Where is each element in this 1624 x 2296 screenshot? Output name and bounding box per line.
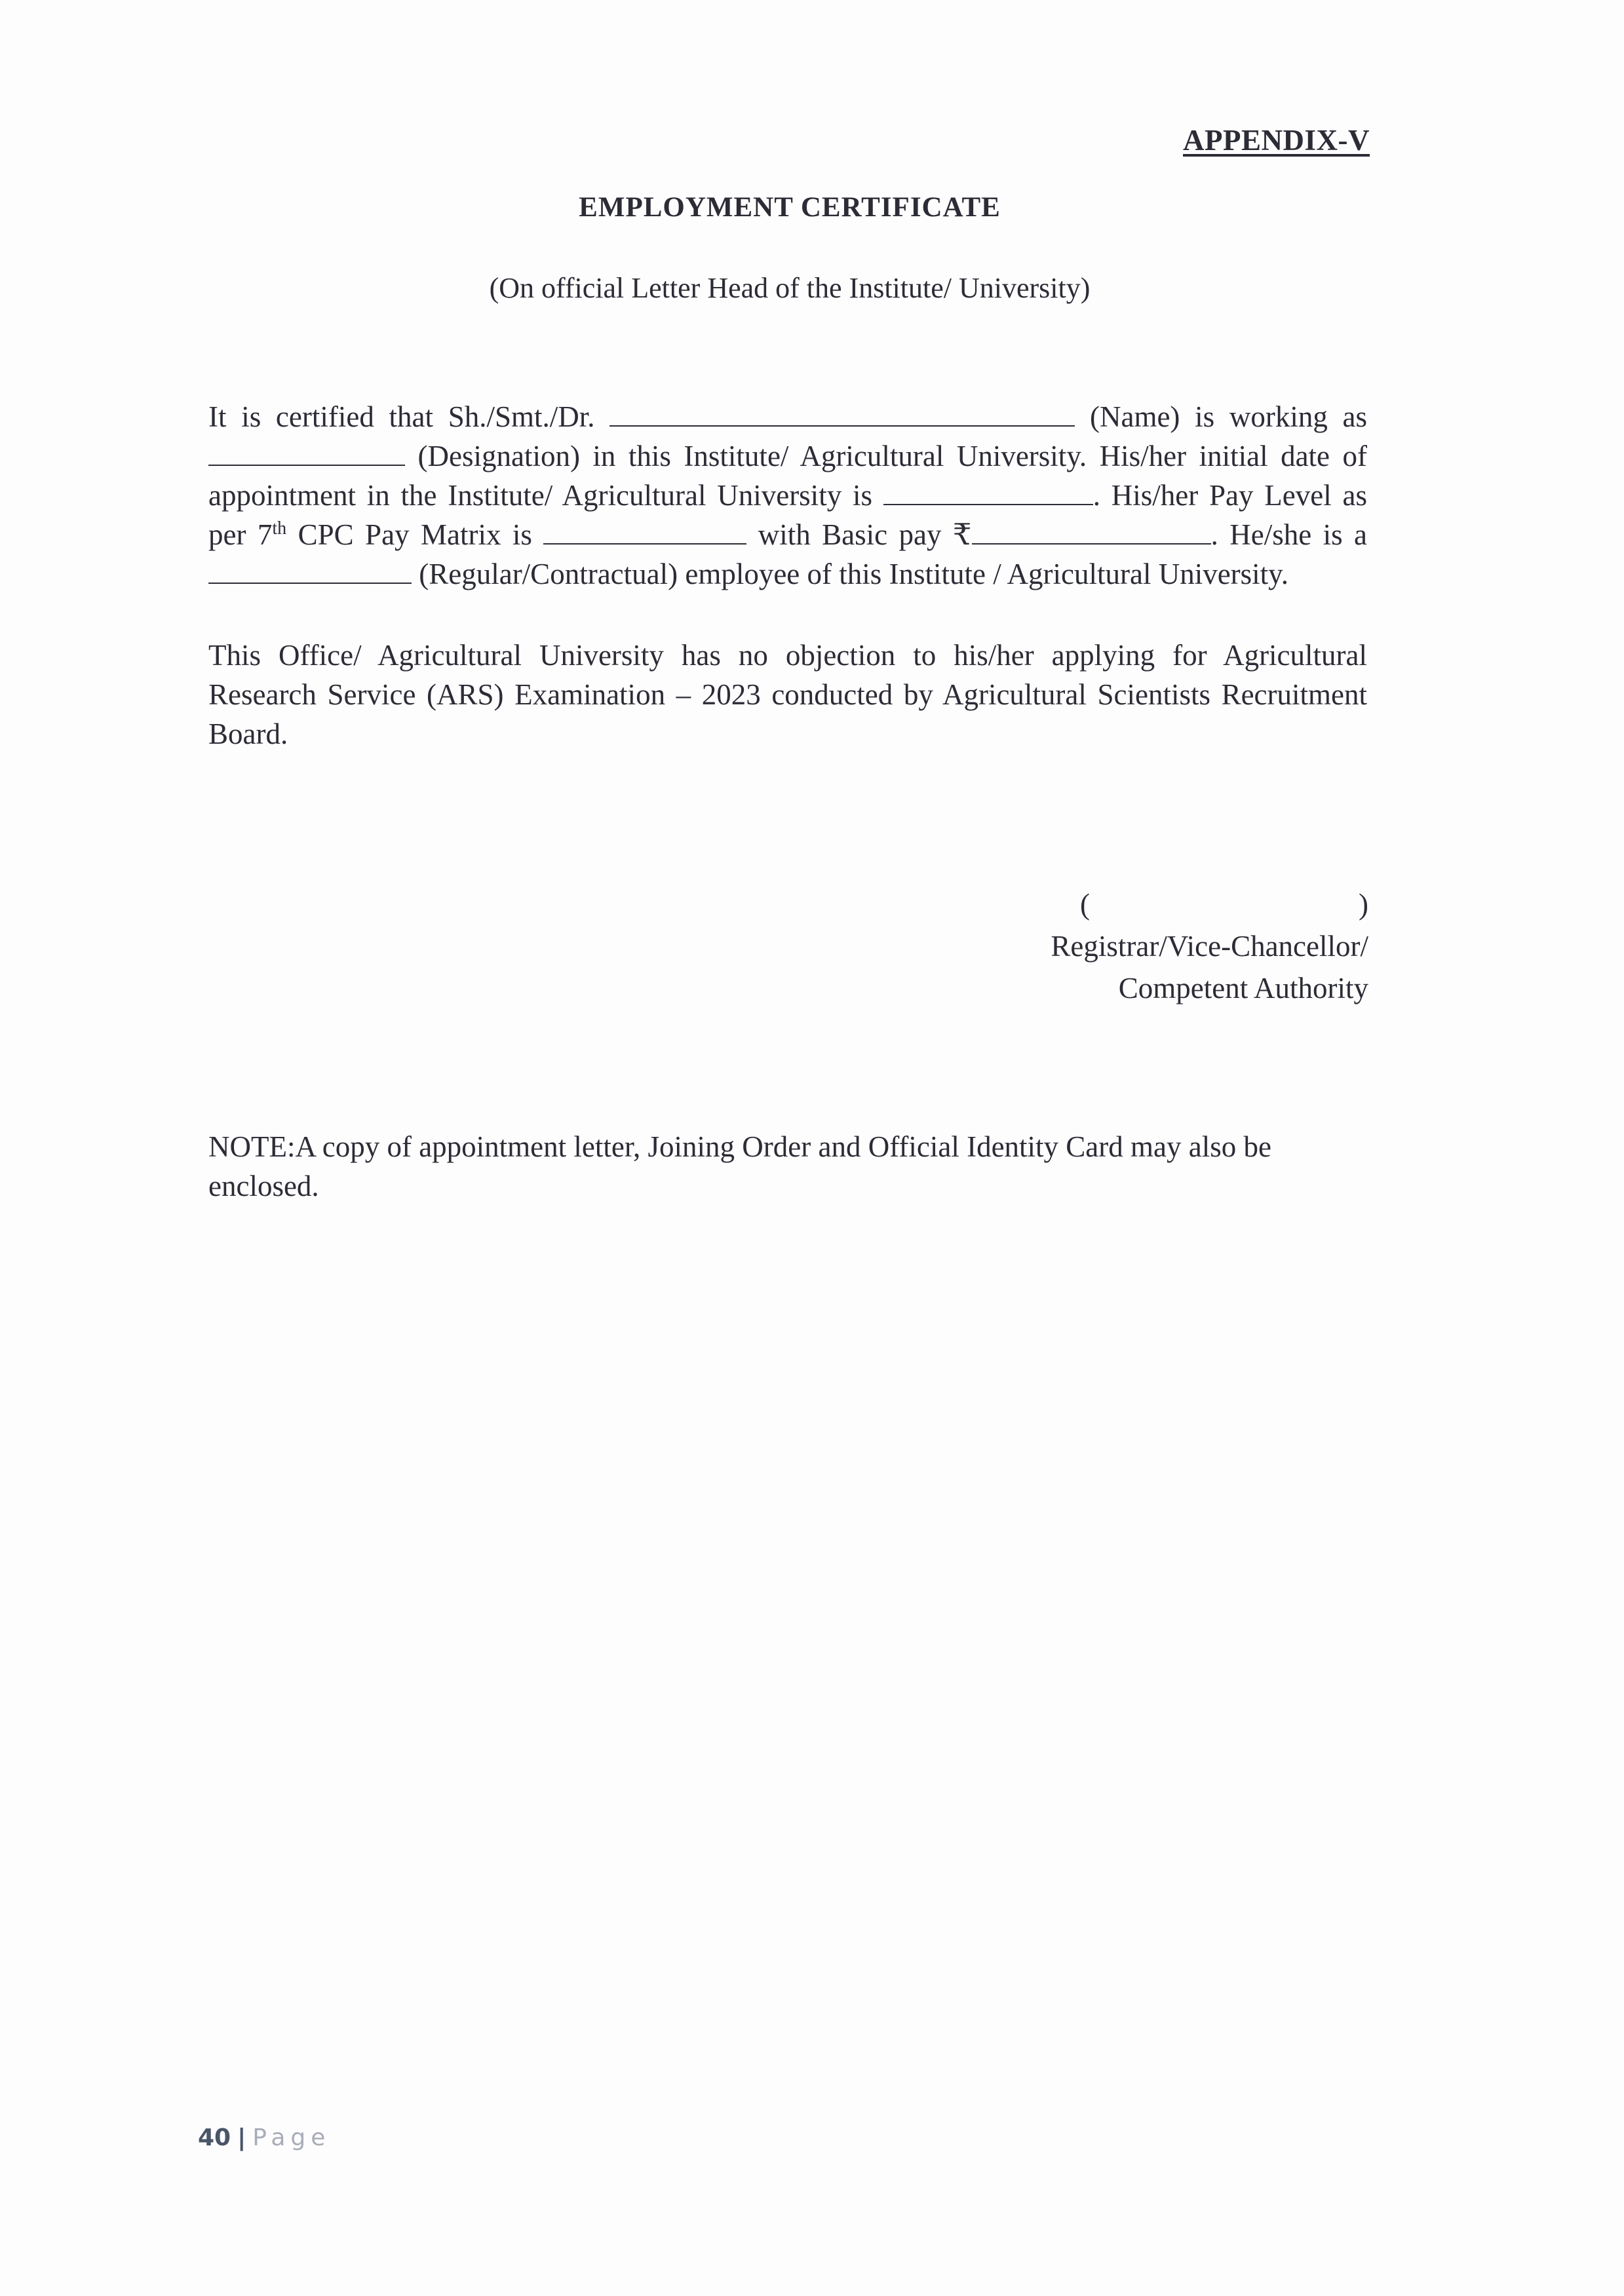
close-paren: ): [1359, 888, 1368, 921]
employee-type-text: . He/she is a: [1210, 518, 1368, 551]
appointment-text: appointment in the Institute/ Agricultural University is: [208, 479, 872, 512]
appointment-date-blank: [883, 479, 1093, 505]
pay-matrix-text: CPC Pay Matrix is: [298, 518, 532, 551]
page-number: 40: [198, 2124, 231, 2151]
employment-type-label: (Regular/Contractual) employee of this Institute / Agricultural University.: [419, 558, 1289, 590]
per-7th-text: per 7th: [208, 518, 287, 551]
paragraph-line-1: [208, 397, 1367, 436]
page-word: Page: [252, 2124, 331, 2151]
pay-level-blank: [543, 518, 746, 545]
certificate-title: EMPLOYMENT CERTIFICATE: [579, 192, 1001, 223]
ordinal-superscript: th: [272, 518, 287, 539]
name-blank: [609, 400, 1075, 427]
signatory-title-line-1: Registrar/Vice-Chancellor/: [1051, 930, 1368, 963]
certified-text: It is certified that Sh./Smt./Dr.: [208, 400, 595, 433]
basic-pay-blank: [972, 518, 1211, 545]
signature-block: [1051, 883, 1368, 1009]
designation-label: (Designation) in this Institute/ Agricultural University. His/her initial date of: [417, 440, 1368, 472]
basic-pay-text: with Basic pay ₹: [758, 518, 972, 551]
paragraph-line-5: [208, 554, 1367, 594]
employment-type-blank: [208, 558, 412, 584]
appendix-label: APPENDIX-V: [1183, 124, 1370, 157]
paragraph-line-3: [208, 476, 1367, 515]
pay-level-text: . His/her Pay Level as: [1092, 479, 1367, 512]
open-paren: (: [1080, 888, 1090, 921]
no-objection-paragraph: This Office/ Agricultural University has no objection to his/her applying for Agricultural Research Service (ARS) Examination – 2023 conducted by Agricultural Scientists Recruitment Board.: [208, 639, 1367, 750]
signatory-title-line-2: Competent Authority: [1118, 972, 1368, 1004]
page-footer: [198, 2124, 330, 2151]
certificate-subtitle: (On official Letter Head of the Institute/ University): [489, 272, 1091, 304]
signature-name-parentheses: [1080, 883, 1368, 925]
footer-separator: |: [237, 2124, 246, 2151]
paragraph-line-2: [208, 436, 1367, 476]
certification-paragraph: [208, 397, 1367, 594]
name-label: (Name) is working as: [1089, 400, 1368, 433]
designation-blank: [208, 440, 405, 466]
note-text: NOTE:A copy of appointment letter, Joining Order and Official Identity Card may also be enclosed.: [208, 1130, 1271, 1202]
paragraph-line-4: [208, 515, 1367, 554]
